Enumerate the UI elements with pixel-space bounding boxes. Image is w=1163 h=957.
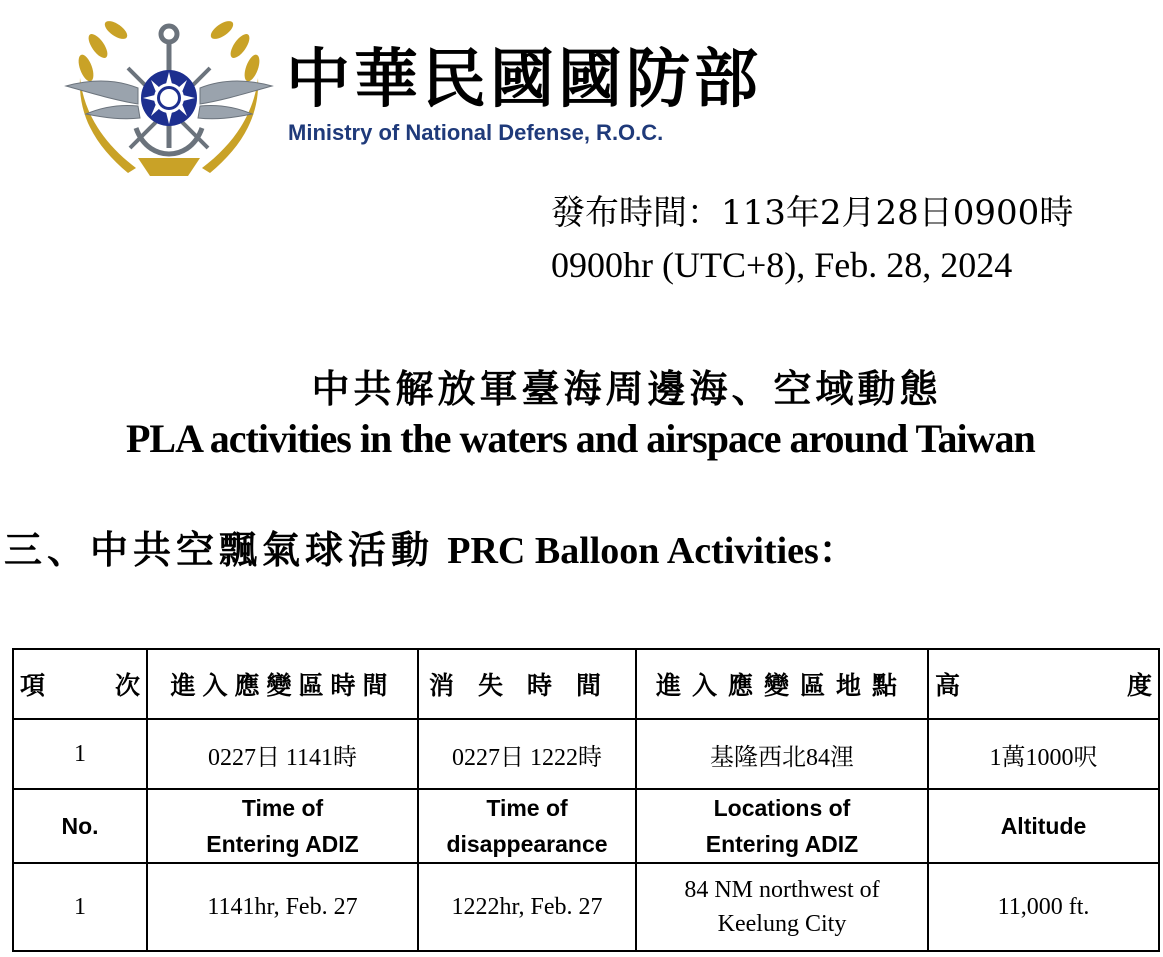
header-entry-time-en: Time of Entering ADIZ [147, 789, 418, 863]
balloon-activity-table [12, 648, 1160, 952]
cell-altitude: 1萬1000呎 [928, 719, 1159, 789]
cell-no: 1 [13, 719, 147, 789]
title-en: PLA activities in the waters and airspace around Taiwan [126, 416, 1035, 461]
org-name-en: Ministry of National Defense, R.O.C. [288, 120, 664, 145]
cell-location: 84 NM northwest of Keelung City [636, 863, 928, 951]
cell-location: 基隆西北84浬 [636, 719, 928, 789]
table-row [13, 719, 1159, 789]
section-heading [4, 524, 857, 577]
org-name-zh: 中華民國國防部 [286, 43, 762, 117]
header-altitude-zh: 高 度 [928, 649, 1159, 719]
cell-altitude: 11,000 ft. [928, 863, 1159, 951]
cell-no: 1 [13, 863, 147, 951]
header-item-zh: 項 次 [13, 649, 147, 719]
header-entry-time-zh: 進入應變區時間 [147, 649, 418, 719]
header-altitude-en: Altitude [928, 789, 1159, 863]
publish-time-zh: 發布時間：113年2月28日0900時 [551, 193, 1074, 233]
cell-entry-time: 1141hr, Feb. 27 [147, 863, 418, 951]
header-no-en: No. [13, 789, 147, 863]
header-disappear-time-zh: 消失時間 [418, 649, 636, 719]
header-location-en: Locations of Entering ADIZ [636, 789, 928, 863]
cell-entry-time: 0227日 1141時 [147, 719, 418, 789]
section-heading-en: PRC Balloon Activities [447, 530, 819, 572]
table-row [13, 863, 1159, 951]
publish-time-en: 0900hr (UTC+8), Feb. 28, 2024 [551, 245, 1013, 285]
table-header-en [13, 789, 1159, 863]
section-heading-zh: 三、中共空飄氣球活動 [4, 527, 435, 572]
section-heading-colon: ： [818, 527, 857, 572]
table-header-zh [13, 649, 1159, 719]
header-location-zh: 進入應變區地點 [636, 649, 928, 719]
mnd-emblem-icon [58, 8, 280, 183]
cell-disappear-time: 1222hr, Feb. 27 [418, 863, 636, 951]
title-zh: 中共解放軍臺海周邊海、空域動態 [311, 366, 942, 411]
header-disappear-time-en: Time of disappearance [418, 789, 636, 863]
cell-disappear-time: 0227日 1222時 [418, 719, 636, 789]
